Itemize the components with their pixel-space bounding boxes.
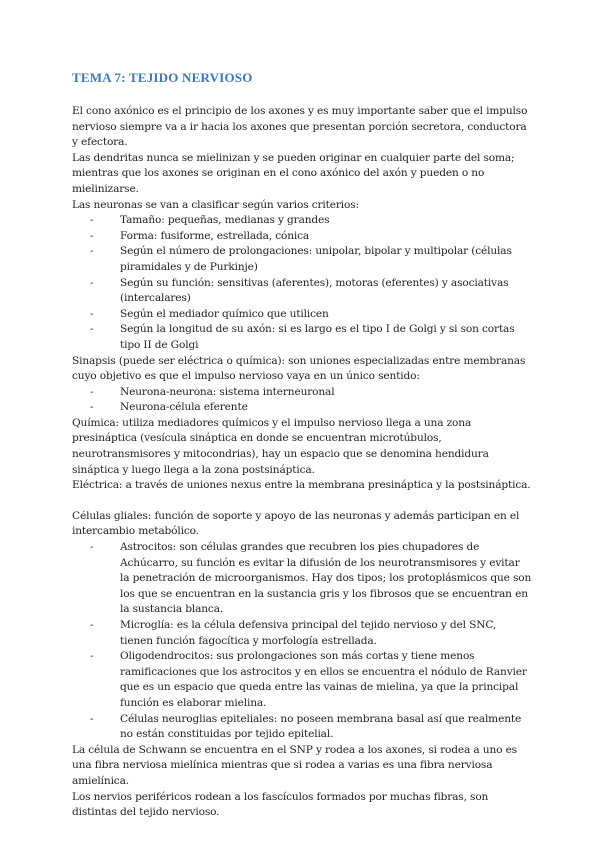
- glial-list: [72, 540, 532, 743]
- paragraph-schwann: La célula de Schwann se encuentra en el SNP y rodea a los axones, si rodea a uno es una fibra nerviosa mielínica mientras que si rodea a varias es una fibra nerviosa amielínica.: [72, 743, 517, 787]
- paragraph-clasificacion: Las neuronas se van a clasificar según varios criterios:: [72, 198, 359, 211]
- list-item: - Oligodendrocitos: sus prolongaciones son más cortas y tiene menos ramificaciones que los astrocitos y en ellos se encuentra el nódulo de Ranvier que es un espacio que queda entre las vainas de mielina, ya que la principal función es elaborar mielina.: [72, 649, 532, 711]
- list-item: - Según la longitud de su axón: si es largo es el tipo I de Golgi y si son cortas tipo II de Golgi: [72, 322, 532, 353]
- paragraph-nervios-perifericos: Los nervios periféricos rodean a los fascículos formados por muchas fibras, son distintas del tejido nervioso.: [72, 790, 489, 819]
- classification-list: [72, 213, 532, 353]
- paragraph-cono-axonico: El cono axónico es el principio de los axones y es muy importante saber que el impulso nervioso siempre va a ir hacia los axones que presentan porción secretora, conductora y efectora.: [72, 105, 528, 149]
- list-item: - Células neuroglias epiteliales: no poseen membrana basal así que realmente no están constituidas por tejido epitelial.: [72, 712, 532, 743]
- paragraph-celulas-gliales: Células gliales: función de soporte y apoyo de las neuronas y además participan en el intercambio metabólico.: [72, 509, 520, 538]
- list-item: - Forma: fusiforme, estrellada, cónica: [72, 229, 532, 245]
- list-item: - Según su función: sensitivas (aferentes), motoras (eferentes) y asociativas (intercalares): [72, 276, 532, 307]
- synapse-list: [72, 385, 532, 416]
- document-page: [72, 70, 532, 821]
- list-item: - Microglía: es la célula defensiva principal del tejido nervioso y del SNC, tienen función fagocítica y morfología estrellada.: [72, 618, 532, 649]
- list-item: - Según el número de prolongaciones: unipolar, bipolar y multipolar (células piramidales y de Purkinje): [72, 244, 532, 275]
- paragraph-electrica: Eléctrica: a través de uniones nexus entre la membrana presináptica y la postsináptica.: [72, 479, 531, 492]
- paragraph-gap: [72, 494, 532, 509]
- paragraph-sinapsis: Sinapsis (puede ser eléctrica o química): son uniones especializadas entre membranas cuyo objetivo es que el impulso nervioso vaya en un único sentido:: [72, 354, 526, 383]
- list-item: - Tamaño: pequeñas, medianas y grandes: [72, 213, 532, 229]
- document-title: TEMA 7: TEJIDO NERVIOSO: [72, 70, 253, 85]
- paragraph-quimica: Química: utiliza mediadores químicos y el impulso nervioso llega a una zona presináptica (vesícula sináptica en donde se encuentran microtúbulos, neurotransmisores y mitocondrias), hay un espacio que se denomina hendidura sináptica y luego llega a la zona postsináptica.: [72, 416, 489, 476]
- list-item: - Neurona-neurona: sistema interneuronal: [72, 385, 532, 401]
- list-item: - Neurona-célula eferente: [72, 400, 532, 416]
- paragraph-dendritas: Las dendritas nunca se mielinizan y se pueden originar en cualquier parte del soma; mientras que los axones se originan en el cono axónico del axón y pueden o no mielinizarse.: [72, 151, 515, 195]
- list-item: - Astrocitos: son células grandes que recubren los pies chupadores de Achúcarro, su función es evitar la difusión de los neurotransmisores y evitar la penetración de microorganismos. Hay dos tipos; los protoplásmicos que son los que se encuentran en la sustancia gris y los fibrosos que se encuentran en la sustancia blanca.: [72, 540, 532, 618]
- list-item: - Según el mediador químico que utilicen: [72, 307, 532, 323]
